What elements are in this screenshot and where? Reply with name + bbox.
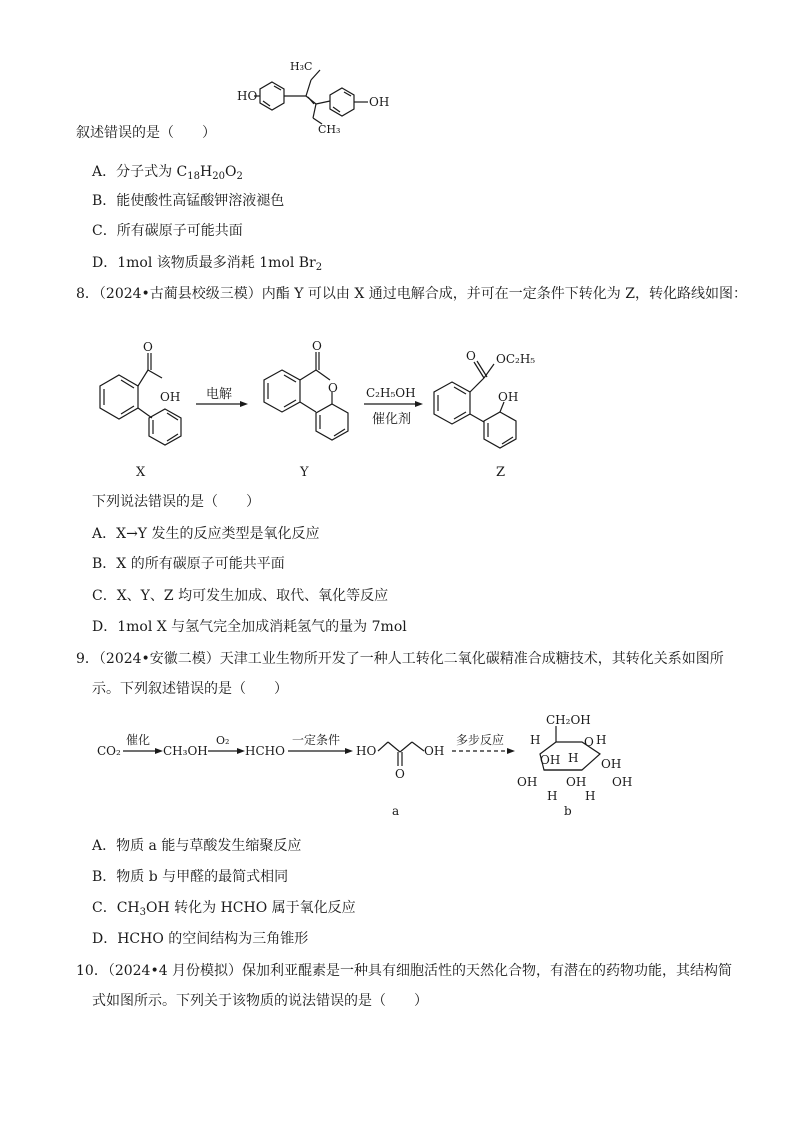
svg-text:OH: OH — [424, 744, 445, 758]
svg-text:H: H — [568, 751, 579, 765]
svg-text:CO₂: CO₂ — [97, 744, 121, 758]
svg-text:OH: OH — [601, 757, 622, 771]
svg-text:一定条件: 一定条件 — [292, 733, 341, 747]
q7-h3c: H₃C — [290, 60, 313, 73]
svg-text:多步反应: 多步反应 — [456, 733, 505, 747]
q9-option-c[interactable]: C．$CH_3OH$ 转化为 HCHO 属于氧化反应 — [92, 900, 356, 918]
q9-label-a: a — [392, 804, 400, 818]
q7-oh-right: OH — [369, 95, 390, 109]
svg-text:OH: OH — [160, 390, 181, 404]
q9-scheme — [97, 713, 632, 818]
q8-option-b[interactable]: B．X 的所有碳原子可能共平面 — [92, 556, 285, 572]
q7-ho-left: HO — [237, 89, 258, 103]
svg-text:OH: OH — [517, 775, 538, 789]
q7-right-benzene-ring — [330, 88, 354, 116]
svg-text:催化: 催化 — [126, 733, 151, 747]
q8-option-d[interactable]: D．1mol X 与氢气完全加成消耗氢气的量为 7mol — [92, 619, 407, 635]
q9-stem-line1: 9．（2024•安徽二模）天津工业生物所开发了一种人工转化二氧化碳精准合成糖技术，其转化关系如图所 — [76, 651, 724, 667]
q9-option-b[interactable]: B．物质 b 与甲醛的最简式相同 — [92, 869, 289, 885]
svg-text:H: H — [547, 789, 558, 803]
q7-stem: 叙述错误的是（ ） — [76, 125, 216, 141]
svg-text:O: O — [328, 381, 338, 395]
q8-stem: 8．（2024•古蔺县校级三模）内酯 Y 可以由 X 通过电解合成，并可在一定条件下转化为 Z，转化路线如图： — [76, 286, 747, 302]
svg-text:O: O — [584, 735, 594, 749]
q10-stem-line1: 10．（2024•4 月份模拟）保加利亚醌素是一种具有细胞活性的天然化合物，有潜在的药物功能，其结构简 — [76, 963, 733, 979]
q7-option-b[interactable]: B．能使酸性高锰酸钾溶液褪色 — [92, 193, 285, 209]
q8-compound-x — [100, 340, 181, 480]
svg-text:CH₃OH: CH₃OH — [163, 744, 208, 758]
q9-option-d[interactable]: D．HCHO 的空间结构为三角锥形 — [92, 931, 309, 947]
svg-text:OC₂H₅: OC₂H₅ — [496, 352, 536, 366]
q8-label-y: Y — [300, 465, 309, 480]
q7-option-c[interactable]: C．所有碳原子可能共面 — [92, 223, 243, 239]
q8-compound-y — [264, 339, 348, 480]
q8-arrow1-label: 电解 — [206, 387, 233, 402]
q8-arrow2-top: C₂H₅OH — [366, 386, 416, 400]
svg-text:H: H — [585, 789, 596, 803]
q8-compound-z — [434, 349, 535, 480]
q8-label-x: X — [136, 465, 146, 480]
svg-text:O: O — [143, 340, 153, 354]
q9-stem-line2: 示。下列叙述错误的是（ ） — [92, 681, 288, 697]
svg-text:OH: OH — [498, 390, 519, 404]
svg-text:O: O — [312, 339, 322, 353]
svg-text:H: H — [596, 733, 607, 747]
q8-arrow2-bottom: 催化剂 — [372, 412, 412, 427]
svg-text:OH: OH — [540, 753, 561, 767]
q7-ch3: CH₃ — [318, 123, 341, 136]
q9-label-b: b — [564, 804, 572, 818]
q8-label-z: Z — [496, 465, 506, 480]
q7-option-a[interactable]: A．分子式为 $C_{18}H_{20}O_2$ — [92, 164, 243, 182]
q10-stem-line2: 式如图所示。下列关于该物质的说法错误的是（ ） — [92, 993, 428, 1009]
svg-text:CH₂OH: CH₂OH — [546, 713, 591, 727]
svg-text:O₂: O₂ — [216, 734, 230, 747]
svg-text:OH: OH — [566, 775, 587, 789]
q8-option-a[interactable]: A．X→Y 发生的反应类型是氧化反应 — [92, 526, 320, 542]
svg-text:HCHO: HCHO — [245, 744, 285, 758]
q8-option-c[interactable]: C．X、Y、Z 均可发生加成、取代、氧化等反应 — [92, 588, 389, 604]
q7-left-benzene-ring — [260, 82, 284, 110]
svg-text:OH: OH — [612, 775, 633, 789]
svg-text:HO: HO — [356, 744, 377, 758]
q9-option-a[interactable]: A．物质 a 能与草酸发生缩聚反应 — [92, 838, 302, 854]
svg-text:H: H — [530, 733, 541, 747]
svg-text:O: O — [466, 349, 476, 363]
q7-option-d[interactable]: D．1mol 该物质最多消耗 1mol $Br_2$ — [92, 255, 323, 273]
svg-text:O: O — [395, 767, 405, 781]
q8-question: 下列说法错误的是（ ） — [92, 494, 260, 510]
